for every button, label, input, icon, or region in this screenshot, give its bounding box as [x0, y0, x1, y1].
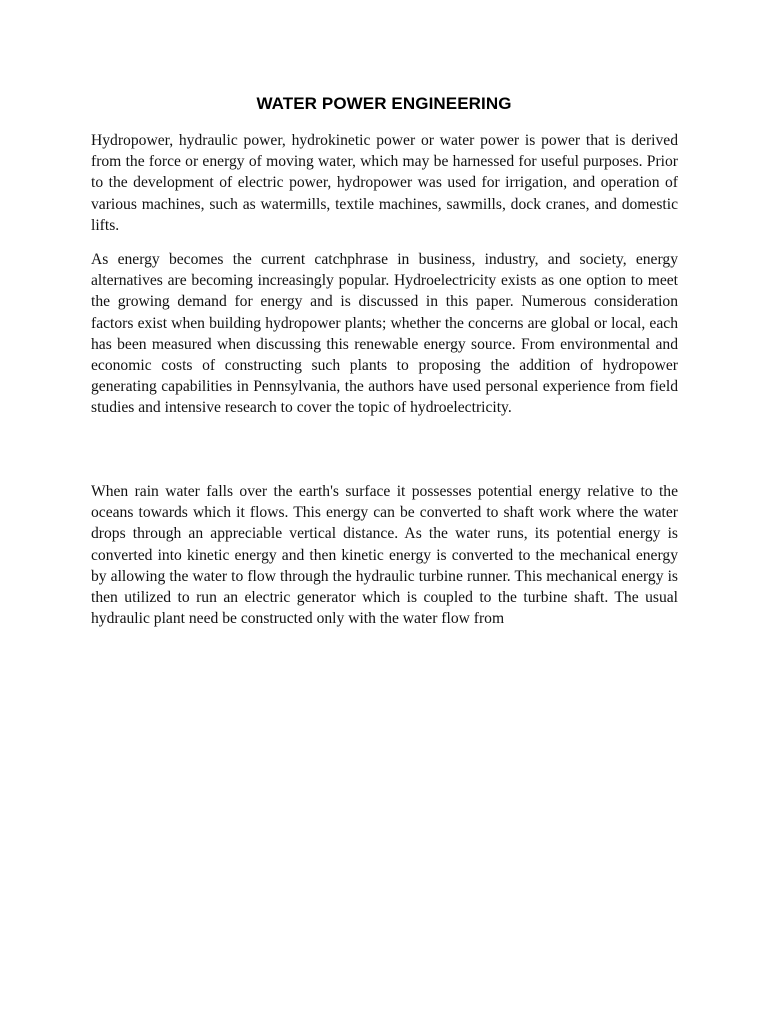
paragraph-energy-alternatives: As energy becomes the current catchphrase in business, industry, and society, energy alternatives are becoming increasingly popular. Hydroelectricity exists as one option to meet the growing demand for energy and is discussed in this paper. Numerous consideration factors exist when building hydropower plants; whether the concerns are global or local, each has been measured when discussing this renewable energy source. From environmental and economic costs of constructing such plants to proposing the addition of hydropower generating capabilities in Pennsylvania, the authors have used personal experience from field studies and intensive research to cover the topic of hydroelectricity. [91, 251, 678, 417]
document-title: WATER POWER ENGINEERING [256, 94, 512, 113]
paragraph-rain-water-energy: When rain water falls over the earth's surface it possesses potential energy relative to the oceans towards which it flows. This energy can be converted to shaft work where the water drops through an appreciable vertical distance. As the water runs, its potential energy is converted into kinetic energy and then kinetic energy is converted to the mechanical energy by allowing the water to flow through the hydraulic turbine runner. This mechanical energy is then utilized to run an electric generator which is coupled to the turbine shaft. The usual hydraulic plant need be constructed only with the water flow from [91, 483, 678, 628]
paragraph-hydropower-definition: Hydropower, hydraulic power, hydrokinetic power or water power is power that is derived from the force or energy of moving water, which may be harnessed for useful purposes. Prior to the development of electric power, hydropower was used for irrigation, and operation of various machines, such as watermills, textile machines, sawmills, dock cranes, and domestic lifts. [91, 132, 678, 234]
